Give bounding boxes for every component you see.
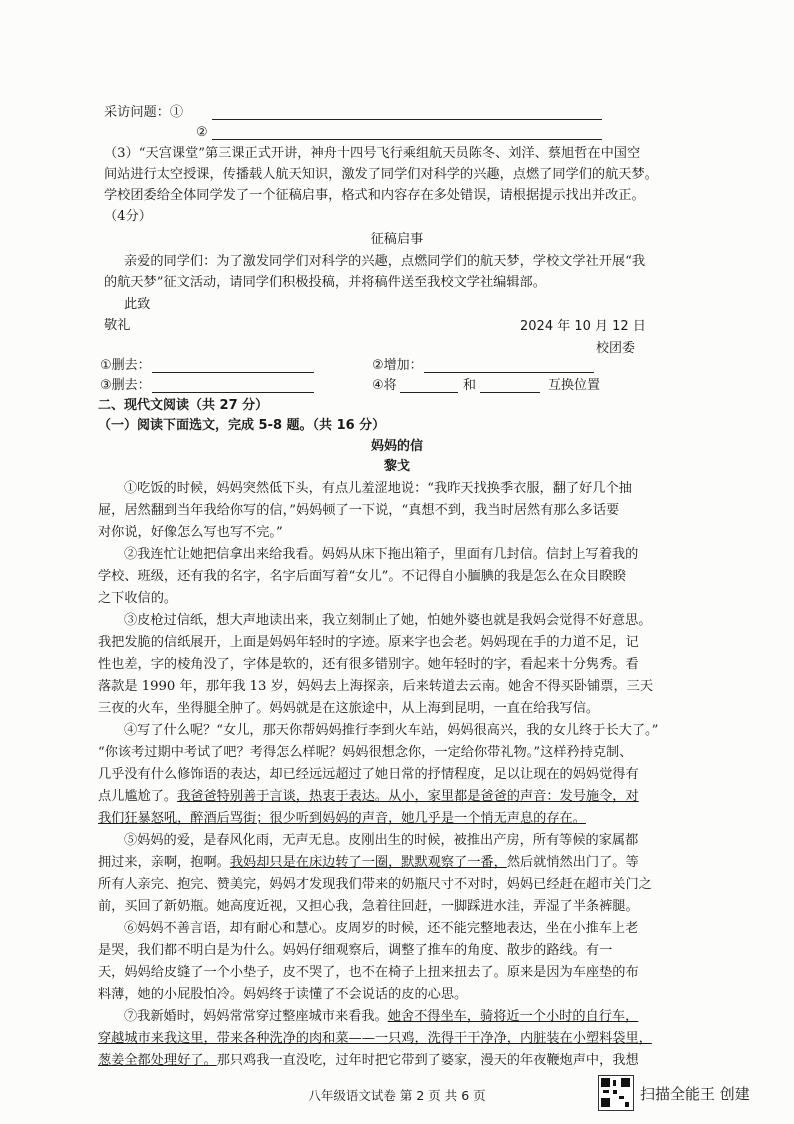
interview-answer-blank-2[interactable] [212,138,602,140]
q3-line-2: 间站进行太空授课，传播载人航天知识，激发了同学们对科学的兴趣，点燃了同学们的航天梦。 [104,167,658,182]
passage-line: “你该考过期中考试了吧？考得怎么样呢？妈妈很想念你，一定给你带礼物。”这样矜持克制、 [98,745,633,760]
passage-line: 料薄，她的小屁股怕冷。妈妈终于读懂了不会说话的皮的心思。 [98,987,468,1002]
interview-answer-blank-1[interactable] [212,118,602,120]
qr-code-icon [598,1075,634,1111]
underlined-segment: 葱姜全都处理好了。 [98,1053,217,1068]
passage-line: 屉，居然翻到当年我给你写的信，”妈妈顿了一下说，“真想不到，我当时居然有那么多话要 [98,503,620,518]
watermark-text: 扫描全能王 创建 [640,1085,750,1103]
passage-line: ②我连忙让她把信拿出来给我看。妈妈从床下拖出箱子，里面有几封信。信封上写着我的 [124,547,639,562]
passage-line [124,1008,638,1026]
section-heading: 二、现代文阅读（共 27 分） [98,398,269,413]
answer-swap-prefix: ④将 [372,378,397,393]
passage-line: 天，妈妈给皮缝了一个小垫子，皮不哭了，也不在椅子上扭来扭去了。原来是因为车座垫的布 [98,965,639,980]
passage-segment: 等 [625,855,639,870]
answer-swap-blank-1[interactable] [400,391,458,393]
passage-line: ①吃饭的时候，妈妈突然低下头，有点儿羞涩地说：“我昨天找换季衣服，翻了好几个抽 [124,481,632,496]
notice-date: 2024 年 10 月 12 日 [520,319,646,334]
answer-swap-blank-2[interactable] [480,391,540,393]
answer-swap-mid: 和 [463,378,477,393]
notice-title: 征稿启事 [370,232,424,247]
answer-delete-3-blank[interactable] [152,391,314,393]
passage-segment: ⑦我新婚时，妈妈常常穿过整座城市来看我。 [124,1009,388,1024]
passage-line [98,788,639,806]
passage-line: ⑤妈妈的爱，是春风化雨，无声无息。皮刚出生的时候，被推出产房，所有等候的家属都 [124,833,639,848]
notice-body-line-1: 亲爱的同学们：为了激发同学们对科学的兴趣，点燃同学们的航天梦，学校文学社开展“我 [124,254,646,269]
q3-line-3: 学校团委给全体同学发了一个征稿启事，格式和内容存在多处错误，请根据提示找出并改正。 [104,188,645,203]
notice-body-line-2: 的航天梦”征文活动，请同学们积极投稿，并将稿件送至我校文学社编辑部。 [104,275,546,290]
underlined-segment: 她舍不得坐车，骑将近一个小时的自行车， [387,1009,639,1024]
passage-author: 黎戈 [383,459,410,474]
underlined-line: 我们狂暴怒吼，醉酒后骂街；很少听到妈妈的声音，她几乎是一个悄无声息的存在。 [98,811,586,826]
q3-line-4: （4分） [104,209,152,224]
notice-closing-2: 敬礼 [104,318,131,333]
passage-line: ④写了什么呢？“女儿，那天你帮妈妈推行李到火车站，妈妈很高兴，我的女儿终于长大了。” [124,723,659,738]
passage-line: 对你说，好像怎么写也写不完。” [98,525,283,540]
scanner-watermark [598,1075,774,1111]
answer-delete-1-blank[interactable] [152,371,314,373]
passage-line [98,1052,639,1070]
passage-line: 学校、班级，还有我的名字，名字后面写着“女儿”。不记得自小腼腆的我是怎么在众目睽睽 [98,569,626,584]
passage-line: 之下收信的。 [98,591,178,606]
answer-delete-3-label: ③删去： [100,378,151,393]
underlined-segment: 我爸爸特别善于言谈，热衷于表达。从小，家里都是爸爸的声音：发号施令，对 [177,789,639,804]
passage-line: 前，买回了新奶瓶。她高度近视，又担心我，急着往回赶，一脚踩进水洼，弄湿了半条裤腿。 [98,899,639,914]
q3-line-1: （3）“天宫课堂”第三课正式开讲，神舟十四号飞行乘组航天员陈冬、刘洋、蔡旭哲在中国空 [104,146,641,161]
passage-segment: 然后就悄然出门了。 [506,855,626,870]
passage-line: ⑥妈妈不善言语，却有耐心和慧心。皮周岁的时候，还不能完整地表达，坐在小推车上老 [124,921,639,936]
passage-line: ③皮枪过信纸，想大声地读出来，我立刻制止了她，怕她外婆也就是我妈会觉得不好意思。 [124,613,652,628]
passage-segment: 拥过来，亲啊，抱啊。 [98,855,230,870]
passage-segment: 点儿尴尬了。 [98,789,178,804]
passage-line: 是哭，我们都不明白是为什么。妈妈仔细观察后，调整了推车的角度、散步的路线。有一 [98,943,613,958]
passage-line: 落款是 1990 年，那年我 13 岁，妈妈去上海探亲，后来转道去云南。她舍不得买卧铺票，三天 [98,679,654,694]
notice-closing-1: 此致 [124,297,151,312]
passage-segment: 那只鸡我一直没吃，过年时把它带到了婆家，漫天的年夜鞭炮声中，我想 [216,1053,639,1068]
interview-question-marker-2: ② [196,125,208,140]
underlined-line: 穿越城市来我这里，带来各种洗净的肉和菜——一只鸡，洗得干干净净，内脏装在小塑料袋里， [98,1031,652,1046]
passage-line: 所有人亲完、抱完、赞美完，妈妈才发现我们带来的奶瓶尺寸不对时，妈妈已经赶在超市关门之 [98,877,652,892]
passage-line: 性也差，字的棱角没了，字体是软的，还有很多错别字。她年轻时的字，看起来十分隽秀。看 [98,657,639,672]
interview-question-label: 采访问题：① [104,105,184,120]
passage-line: 我把发脆的信纸展开，上面是妈妈年轻时的字迹。原来字也会老。妈妈现在手的力道不足，记 [98,635,639,650]
section-subheading: （一）阅读下面选文，完成 5-8 题。（共 16 分） [98,418,386,433]
passage-title: 妈妈的信 [370,439,423,454]
underlined-segment: 我妈却只是在床边转了一圈，默默观察了一番， [229,855,507,870]
answer-add-blank[interactable] [424,371,594,373]
notice-signer: 校团委 [596,341,636,356]
answer-swap-suffix: 互换位置 [548,378,601,393]
page-footer: 八年级语文试卷 第 2 页 共 6 页 [308,1088,486,1103]
answer-delete-1-label: ①删去： [100,358,151,373]
passage-line: 三夜的火车，坐得腿全肿了。妈妈就是在这旅途中，从上海到昆明，一直在给我写信。 [98,701,600,716]
answer-add-label: ②增加： [372,358,423,373]
passage-line: 几乎没有什么修饰语的表达，却已经远远超过了她日常的抒情程度，足以让现在的妈妈觉得有 [98,767,639,782]
passage-line [98,854,639,872]
